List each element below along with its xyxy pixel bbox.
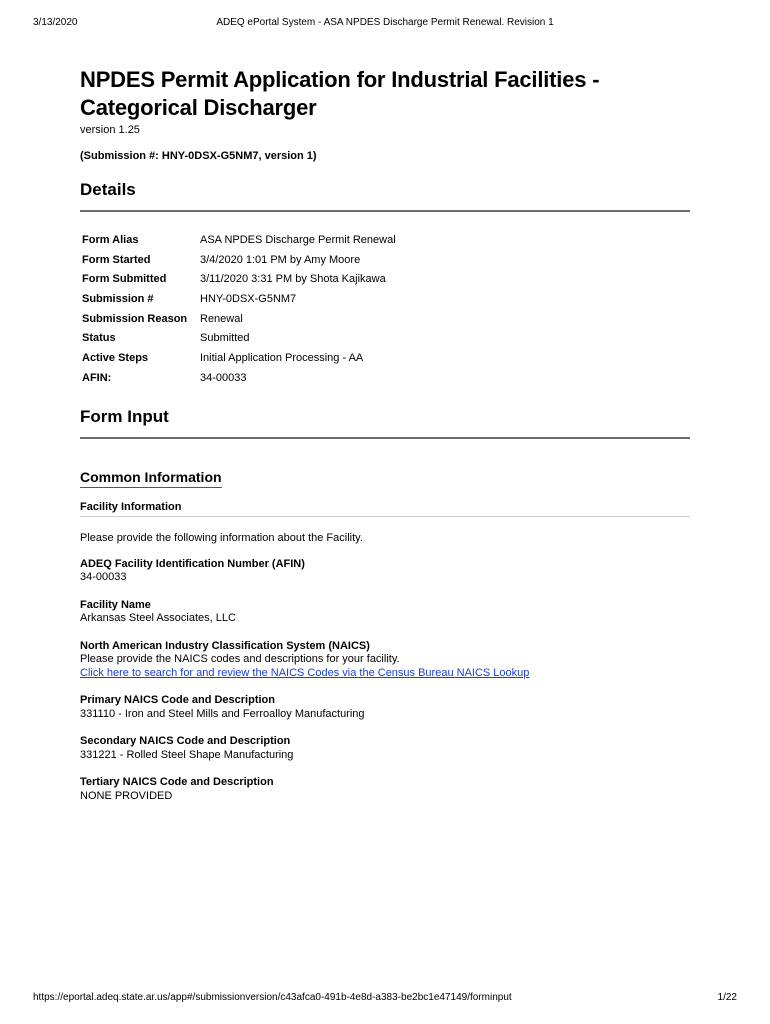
details-key: AFIN:: [82, 371, 112, 384]
afin-field: [80, 558, 690, 585]
page-title-line-1: NPDES Permit Application for Industrial Facilities -: [80, 67, 600, 92]
facility-information-heading: Facility Information: [80, 501, 690, 517]
details-row: [82, 230, 396, 250]
details-row: [82, 328, 396, 348]
field-value: 331221 - Rolled Steel Shape Manufacturing: [80, 748, 294, 761]
document-content: [80, 66, 690, 803]
page-title-line-2: Categorical Discharger: [80, 95, 317, 120]
details-key: Status: [82, 332, 116, 345]
field-label: Primary NAICS Code and Description: [80, 694, 275, 706]
field-value: 34-00033: [80, 571, 127, 583]
print-header: [33, 17, 737, 31]
primary-naics-field: [80, 694, 690, 721]
field-label: Secondary NAICS Code and Description: [80, 735, 291, 747]
common-information-heading: Common Information: [80, 469, 222, 488]
details-key: Active Steps: [82, 351, 149, 364]
page-number: 1/22: [717, 992, 737, 1003]
secondary-naics-field: [80, 735, 690, 762]
print-url: https://eportal.adeq.state.ar.us/app#/submissionversion/c43afca0-491b-4e8d-a383-be2bc1e47149/forminput: [33, 992, 512, 1003]
details-row: [82, 250, 396, 270]
field-help-text: Please provide the NAICS codes and descriptions for your facility.: [80, 653, 400, 665]
form-input-divider: [80, 437, 690, 439]
details-value: 3/11/2020 3:31 PM by Shota Kajikawa: [200, 273, 386, 286]
details-value: 34-00033: [200, 371, 247, 384]
field-label: Facility Name: [80, 598, 151, 611]
facility-intro-text: Please provide the following information about the Facility.: [80, 531, 363, 544]
form-version: version 1.25: [80, 124, 140, 136]
field-value: Arkansas Steel Associates, LLC: [80, 612, 236, 624]
details-value: Renewal: [200, 312, 243, 325]
details-row: [82, 289, 396, 309]
details-table: [82, 230, 396, 388]
details-key: Submission Reason: [82, 312, 188, 325]
page-title: [80, 66, 690, 122]
facility-name-field: [80, 599, 690, 626]
print-footer: [33, 992, 737, 1006]
details-key: Submission #: [82, 292, 154, 305]
details-key: Form Submitted: [82, 273, 167, 286]
details-heading: Details: [80, 180, 136, 199]
details-value: 3/4/2020 1:01 PM by Amy Moore: [200, 253, 361, 266]
field-value: NONE PROVIDED: [80, 789, 173, 802]
details-divider: [80, 210, 690, 212]
submission-number: (Submission #: HNY-0DSX-G5NM7, version 1): [80, 150, 317, 162]
details-row: [82, 368, 396, 388]
print-date: 3/13/2020: [33, 17, 78, 28]
naics-lookup-link[interactable]: Click here to search for and review the NAICS Codes via the Census Bureau NAICS Lookup: [80, 666, 530, 679]
details-value: Initial Application Processing - AA: [200, 351, 364, 364]
details-key: Form Started: [82, 253, 151, 266]
field-label: North American Industry Classification System (NAICS): [80, 639, 370, 652]
details-row: [82, 309, 396, 329]
form-input-heading: Form Input: [80, 406, 169, 426]
tertiary-naics-field: [80, 776, 690, 803]
field-label: Tertiary NAICS Code and Description: [80, 776, 274, 788]
details-row: [82, 348, 396, 368]
details-value: Submitted: [200, 332, 250, 345]
details-key: Form Alias: [82, 233, 139, 246]
field-label: ADEQ Facility Identification Number (AFIN): [80, 557, 305, 570]
details-value: HNY-0DSX-G5NM7: [200, 292, 297, 305]
details-value: ASA NPDES Discharge Permit Renewal: [200, 233, 396, 246]
details-row: [82, 269, 396, 289]
naics-field: [80, 640, 690, 681]
print-title: ADEQ ePortal System - ASA NPDES Discharge Permit Renewal. Revision 1: [216, 17, 554, 28]
field-value: 331110 - Iron and Steel Mills and Ferroalloy Manufacturing: [80, 707, 365, 720]
